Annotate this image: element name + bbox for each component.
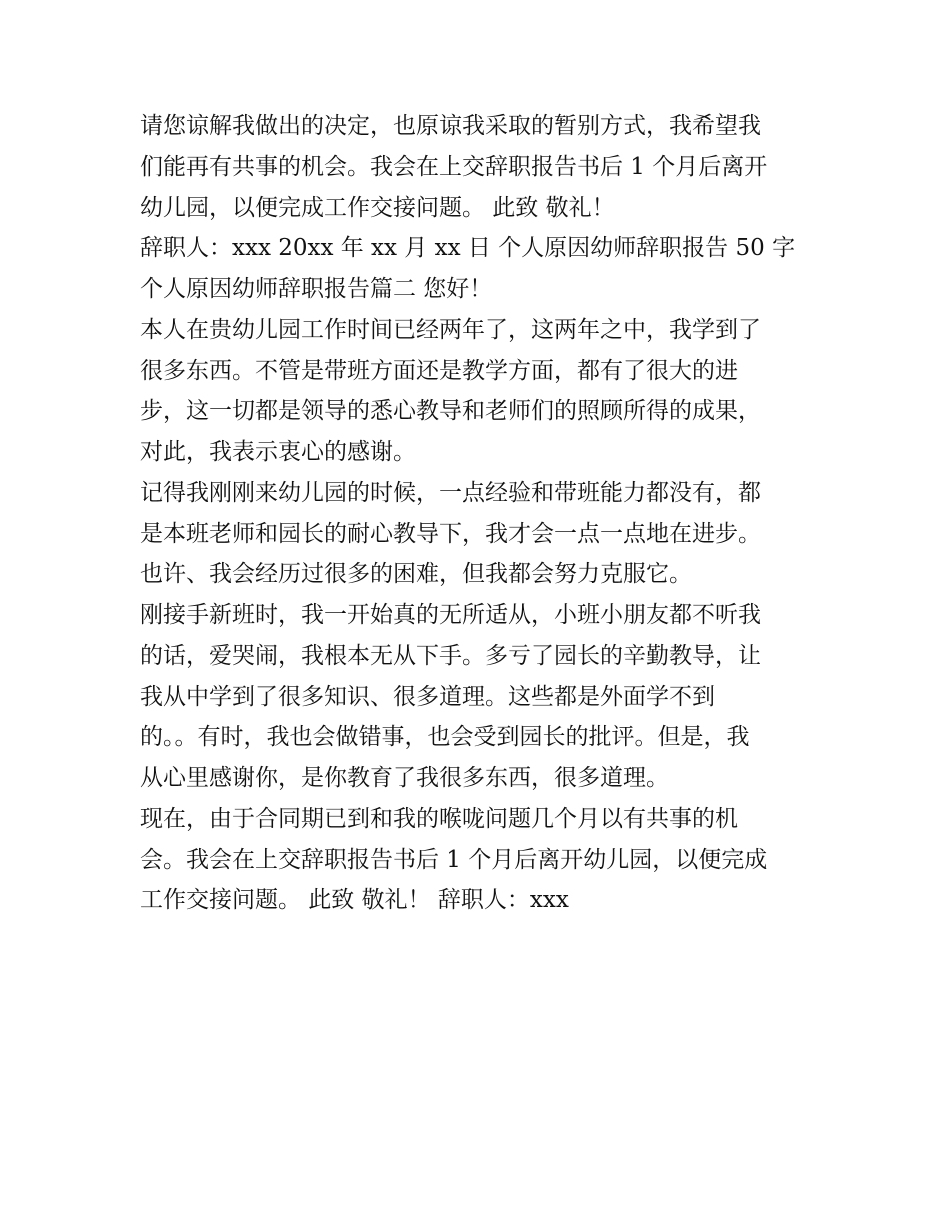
text-line: 请您谅解我做出的决定，也原谅我采取的暂别方式，我希望我 [140,113,761,139]
text-line: 步，这一切都是领导的悉心教导和老师们的照顾所得的成果， [140,398,761,425]
text-line: 的话，爱哭闹，我根本无从下手。多亏了园长的辛勤教导，让 [140,642,761,669]
text-line: 现在，由于合同期已到和我的喉咙问题几个月以有共事的机 [140,805,738,832]
text-line: 很多东西。不管是带班方面还是教学方面，都有了很大的进 [140,357,738,384]
text-line: 工作交接问题。 此致 敬礼！ 辞职人：xxx [140,887,569,914]
text-line: 记得我刚刚来幼儿园的时候，一点经验和带班能力都没有，都 [140,479,761,506]
text-line: 也许、我会经历过很多的困难，但我都会努力克服它。 [140,561,692,588]
text-line: 对此，我表示衷心的感谢。 [140,439,416,465]
text-line: 辞职人：xxx 20xx 年 xx 月 xx 日 个人原因幼师辞职报告 50 字 [140,235,796,262]
text-line: 会。我会在上交辞职报告书后 1 个月后离开幼儿园，以便完成 [140,846,768,873]
text-line: 们能再有共事的机会。我会在上交辞职报告书后 1 个月后离开 [140,153,768,180]
text-line: 刚接手新班时，我一开始真的无所适从，小班小朋友都不听我 [140,602,761,628]
document-body [140,106,820,921]
text-line: 从心里感谢你，是你教育了我很多东西，很多道理。 [140,765,669,791]
text-line: 是本班老师和园长的耐心教导下，我才会一点一点地在进步。 [140,520,761,547]
text-line: 的。。有时，我也会做错事，也会受到园长的批评。但是，我 [140,724,750,751]
text-line: 本人在贵幼儿园工作时间已经两年了，这两年之中，我学到了 [140,316,761,343]
text-line: 我从中学到了很多知识、很多道理。这些都是外面学不到 [140,683,715,710]
text-line: 幼儿园，以便完成工作交接问题。 此致 敬礼！ [140,194,615,221]
text-line: 个人原因幼师辞职报告篇二 您好！ [140,276,493,302]
